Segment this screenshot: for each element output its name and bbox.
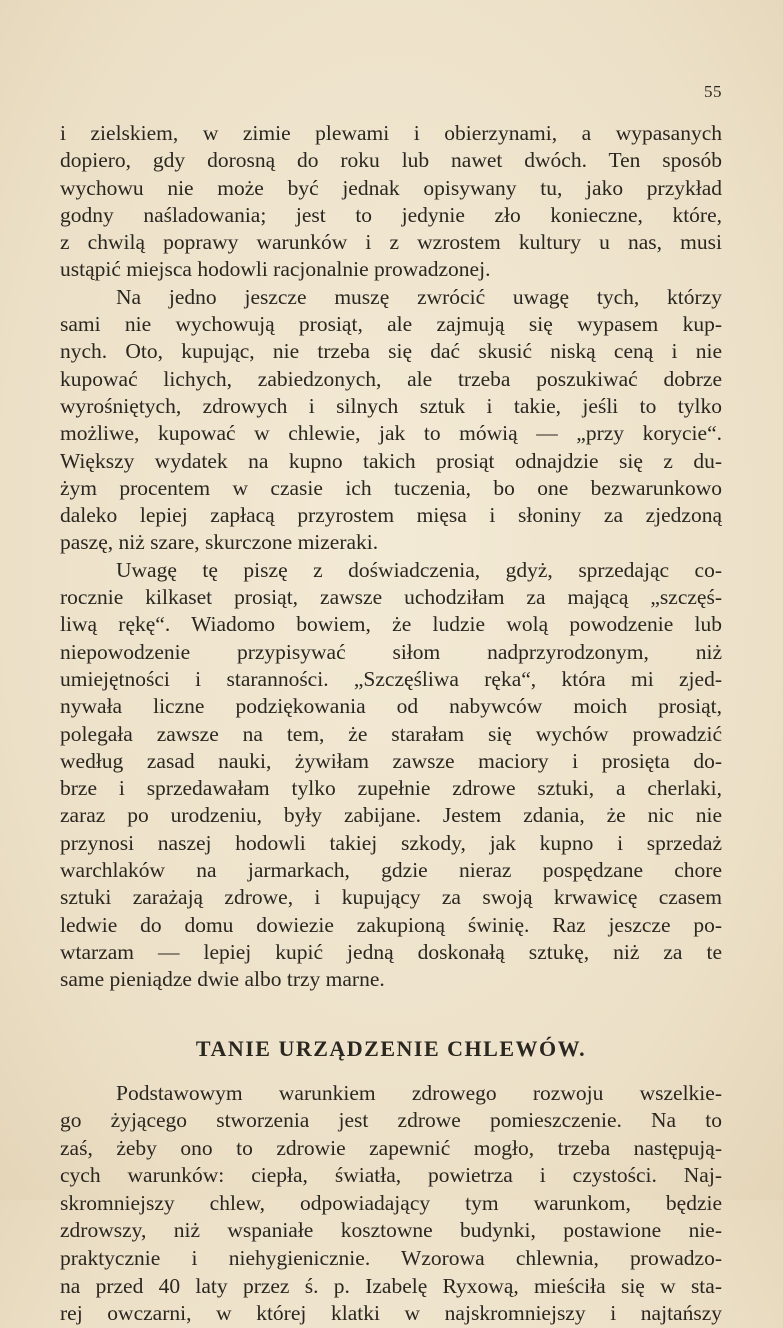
- text-line: warchlaków na jarmarkach, gdzie nieraz pospędzane chore: [60, 858, 722, 883]
- text-line: zaś, żeby ono to zdrowie zapewnić mogło, trzeba następują-: [60, 1135, 722, 1160]
- text-line: przynosi naszej hodowli takiej szkody, jak kupno i sprzedaż: [60, 830, 722, 855]
- text-line: paszę, niż szare, skurczone mizeraki.: [60, 530, 379, 555]
- text-line: rocznie kilkaset prosiąt, zawsze uchodziłam za mającą „szczęś-: [60, 585, 722, 610]
- text-line: same pieniądze dwie albo trzy marne.: [60, 967, 385, 992]
- text-line: wyrośniętych, zdrowych i silnych sztuk i takie, jeśli to tylko: [60, 393, 722, 418]
- text-line: skromniejszy chlew, odpowiadający tym warunkom, będzie: [60, 1190, 722, 1215]
- text-line: ustąpić miejsca hodowli racjonalnie prowadzonej.: [60, 257, 491, 282]
- text-line: wychowu nie może być jednak opisywany tu, jako przykład: [60, 175, 722, 200]
- paragraph-1: [60, 120, 722, 284]
- text-line: Większy wydatek na kupno takich prosiąt odnajdzie się z du-: [60, 448, 722, 473]
- paragraph-2: [60, 284, 722, 557]
- text-line: rej owczarni, w której klatki w najskromniejszy i najtańszy: [60, 1301, 722, 1326]
- text-line: umiejętności i staranności. „Szczęśliwa ręka“, która mi zjed-: [60, 666, 722, 691]
- text-line: ledwie do domu dowiezie zakupioną świnię. Raz jeszcze po-: [60, 912, 722, 937]
- text-line: zaraz po urodzeniu, były zabijane. Jestem zdania, że nic nie: [60, 803, 722, 828]
- text-line: zdrowszy, niż wspaniałe kosztowne budynki, postawione nie-: [60, 1218, 722, 1243]
- text-line: polegała zawsze na tem, że starałam się wychów prowadzić: [60, 721, 722, 746]
- body-text: [60, 120, 722, 1328]
- text-line: godny naśladowania; jest to jedynie zło konieczne, które,: [60, 202, 722, 227]
- paragraph-3: [60, 557, 722, 994]
- text-line: Uwagę tę piszę z doświadczenia, gdyż, sprzedając co-: [116, 557, 722, 582]
- text-line: daleko lepiej zapłacą przyrostem mięsa i słoniny za zjedzoną: [60, 503, 722, 528]
- text-line: według zasad nauki, żywiłam zawsze maciory i prosięta do-: [60, 748, 722, 773]
- text-line: z chwilą poprawy warunków i z wzrostem kultury u nas, musi: [60, 230, 722, 255]
- text-line: Podstawowym warunkiem zdrowego rozwoju wszelkie-: [116, 1080, 722, 1105]
- text-line: Na jedno jeszcze muszę zwrócić uwagę tych, którzy: [116, 284, 722, 309]
- text-line: kupować lichych, zabiedzonych, ale trzeba poszukiwać dobrze: [60, 366, 722, 391]
- text-line: praktycznie i niehygienicznie. Wzorowa chlewnia, prowadzo-: [60, 1246, 722, 1271]
- section-spacer: [60, 994, 722, 1034]
- text-line: niepowodzenie przypisywać siłom nadprzyrodzonym, niż: [60, 639, 722, 664]
- section-heading: TANIE URZĄDZENIE CHLEWÓW.: [195, 1035, 587, 1061]
- text-line: liwą rękę“. Wiadomo bowiem, że ludzie wolą powodzenie lub: [60, 612, 722, 637]
- text-line: dopiero, gdy dorosną do roku lub nawet dwóch. Ten sposób: [60, 148, 722, 173]
- text-line: sami nie wychowują prosiąt, ale zajmują się wypasem kup-: [60, 312, 722, 337]
- page-number: 55: [704, 82, 722, 101]
- section-spacer: [60, 1064, 722, 1080]
- text-line: na przed 40 laty przez ś. p. Izabelę Ryxową, mieściła się w sta-: [60, 1273, 722, 1298]
- text-line: i zielskiem, w zimie plewami i obierzynami, a wypasanych: [60, 121, 722, 145]
- text-line: brze i sprzedawałam tylko zupełnie zdrowe sztuki, a cherlaki,: [60, 776, 722, 801]
- text-line: sztuki zarażają zdrowe, i kupujący za swoją krwawicę czasem: [60, 885, 722, 910]
- text-line: nych. Oto, kupując, nie trzeba się dać skusić niską ceną i nie: [60, 339, 722, 364]
- paragraph-4: [60, 1080, 722, 1328]
- text-line: cych warunków: ciepła, światła, powietrza i czystości. Naj-: [60, 1163, 722, 1188]
- text-line: go żyjącego stworzenia jest zdrowe pomieszczenie. Na to: [60, 1108, 722, 1133]
- text-line: żym procentem w czasie ich tuczenia, bo one bezwarunkowo: [60, 475, 722, 500]
- text-line: wtarzam — lepiej kupić jedną doskonałą sztukę, niż za te: [60, 939, 722, 964]
- text-line: nywała liczne podziękowania od nabywców moich prosiąt,: [60, 694, 722, 719]
- text-line: możliwe, kupować w chlewie, jak to mówią — „przy korycie“.: [60, 421, 722, 446]
